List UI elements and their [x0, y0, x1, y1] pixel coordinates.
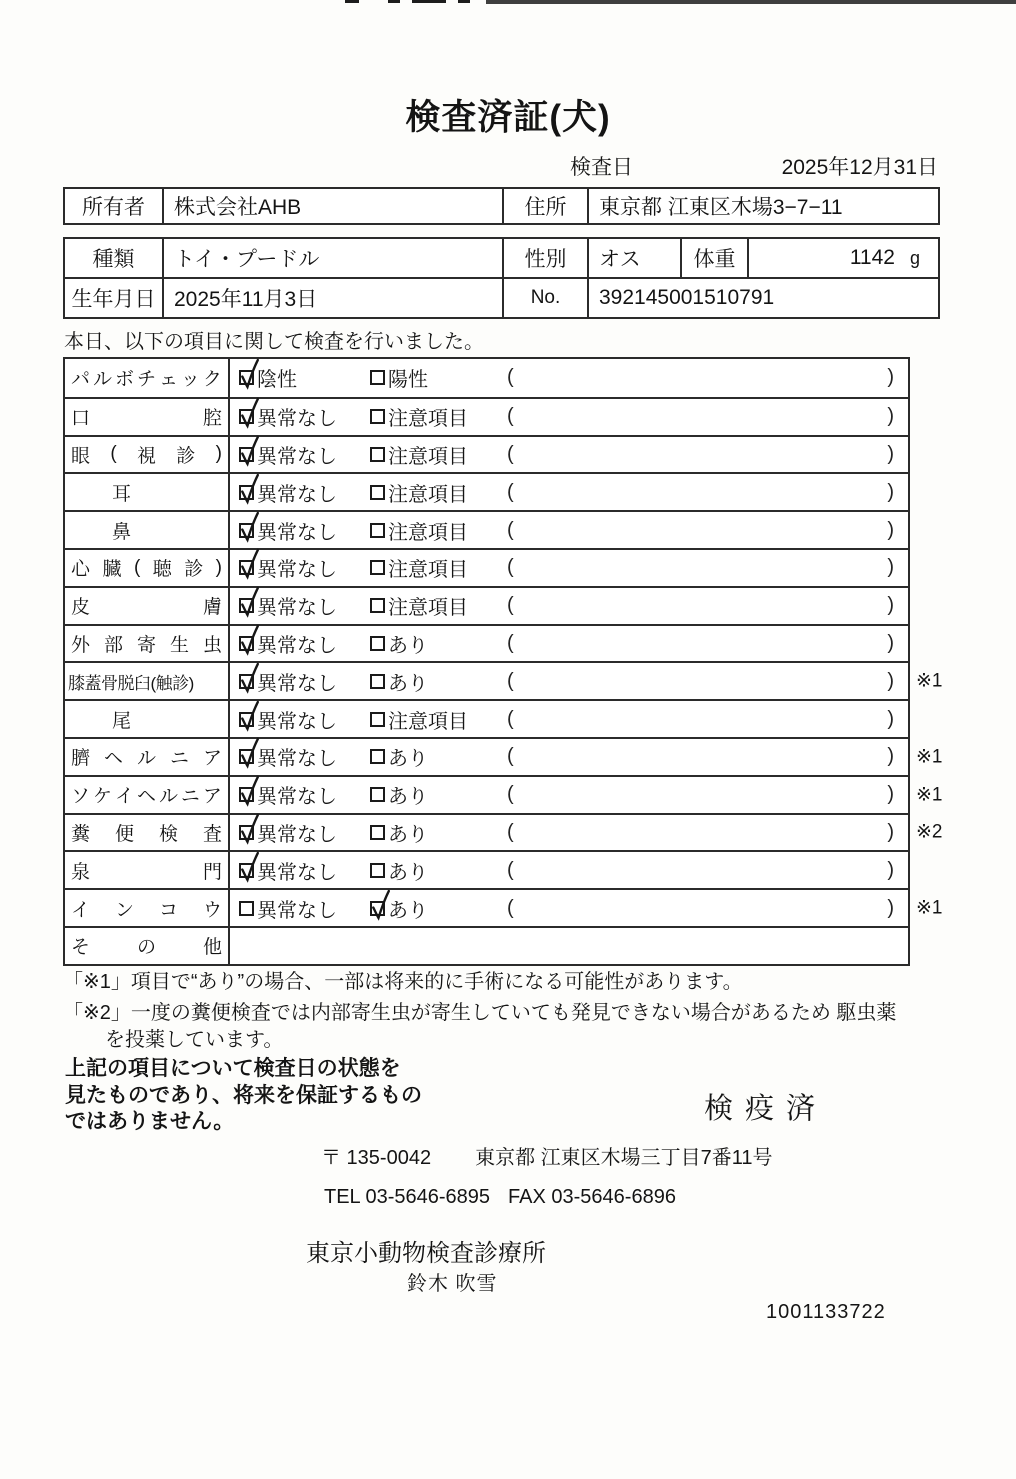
exam-option-2 — [370, 742, 507, 771]
birthdate-label: 生年月日 — [65, 277, 162, 317]
checkbox-icon — [239, 901, 254, 916]
exam-remarks-field: ( ) — [507, 820, 894, 843]
exam-remarks-field: ( ) — [507, 518, 894, 541]
option-label: 異常なし — [257, 483, 337, 506]
birthdate-value: 2025年11月3日 — [162, 277, 502, 317]
option-label: 注意項目 — [388, 408, 468, 431]
checkbox-icon — [370, 863, 385, 878]
exam-row-note: ※1 — [916, 784, 943, 806]
exam-row — [65, 397, 908, 435]
exam-remarks-field: ( ) — [507, 366, 894, 389]
exam-remarks-field: ( ) — [507, 480, 894, 503]
exam-option-2 — [370, 478, 507, 507]
exam-row — [65, 435, 908, 473]
option-label: 陽性 — [388, 369, 428, 392]
number-value: 392145001510791 — [587, 277, 938, 317]
disclaimer-line: ではありません。 — [65, 1110, 235, 1133]
info-table — [63, 237, 940, 319]
disclaimer-line: 上記の項目について検査日の状態を — [65, 1057, 401, 1080]
exam-remarks-field: ( ) — [507, 405, 894, 428]
option-label: 陰性 — [257, 369, 297, 392]
exam-item-label: 耳 — [65, 474, 230, 510]
option-label: 異常なし — [257, 823, 337, 846]
inspection-date-row — [570, 151, 938, 181]
option-label: 異常なし — [257, 445, 337, 468]
option-label: 異常なし — [257, 521, 337, 544]
exam-item-label: そ の 他 — [65, 928, 230, 964]
exam-item-label: 膝蓋骨脱臼(触診) — [65, 663, 230, 699]
exam-option-1 — [239, 478, 370, 507]
exam-row-content — [230, 663, 908, 699]
exam-option-1 — [239, 516, 370, 545]
checkbox-icon — [370, 749, 385, 764]
number-label: No. — [502, 277, 587, 317]
option-label: あり — [388, 899, 428, 922]
exam-item-label: 皮 膚 — [65, 588, 230, 624]
exam-option-2 — [370, 705, 507, 734]
exam-option-1 — [239, 629, 370, 658]
exam-item-label: イ ン コ ウ — [65, 890, 230, 926]
address-label: 住所 — [502, 189, 587, 223]
checkbox-icon — [370, 560, 385, 575]
exam-row — [65, 661, 943, 699]
page-title: 検査済証(犬) — [405, 98, 611, 137]
exam-row — [65, 850, 908, 888]
exam-remarks-field: ( ) — [507, 556, 894, 579]
serial-number: 1001133722 — [766, 1301, 886, 1323]
exam-row-content — [230, 815, 908, 851]
exam-remarks-field: ( ) — [507, 594, 894, 617]
option-label: 異常なし — [257, 899, 337, 922]
exam-option-2 — [370, 856, 507, 885]
checkbox-checked-icon — [239, 825, 254, 840]
exam-row-content — [230, 474, 908, 510]
clinic-address: 東京都 江東区木場三丁目7番11号 — [475, 1147, 773, 1169]
exam-row — [65, 510, 908, 548]
exam-option-1 — [239, 363, 370, 392]
weight-label: 体重 — [680, 239, 747, 277]
weight-unit: g — [909, 247, 920, 268]
footnotes — [63, 969, 915, 1054]
footnote-2: 「※2」一度の糞便検査では内部寄生虫が寄生していても発見できない場合があるため 駆虫薬を投薬しています。 — [63, 1002, 897, 1051]
checkbox-checked-icon — [239, 598, 254, 613]
veterinarian-name: 鈴木 吹雪 — [407, 1273, 498, 1295]
exam-remarks-field: ( ) — [507, 783, 894, 806]
exam-item-label: 心 臓 ( 聴 診 ) — [65, 550, 230, 586]
exam-option-1 — [239, 705, 370, 734]
owner-value: 株式会社AHB — [162, 189, 502, 223]
footnote-1: 「※1」項目で“あり”の場合、一部は将来的に手術になる可能性があります。 — [63, 971, 743, 993]
option-label: あり — [388, 786, 428, 809]
exam-row-content — [230, 588, 908, 624]
disclaimer-line: 見たものであり、将来を保証するもの — [65, 1083, 422, 1107]
exam-item-label: ソ ケ イ ヘ ル ニ ア — [65, 777, 230, 813]
exam-row-content — [230, 437, 908, 473]
exam-row — [65, 548, 908, 586]
exam-remarks-field: ( ) — [507, 442, 894, 465]
exam-row-content — [230, 399, 908, 435]
option-label: 注意項目 — [388, 483, 468, 506]
exam-row — [65, 359, 908, 397]
exam-option-1 — [239, 667, 370, 696]
option-label: 異常なし — [257, 559, 337, 582]
checkbox-icon — [370, 598, 385, 613]
option-label: 注意項目 — [388, 521, 468, 544]
exam-remarks-field: ( ) — [507, 707, 894, 730]
exam-row-content — [230, 777, 908, 813]
fax-number: FAX 03-5646-6896 — [508, 1186, 676, 1208]
option-label: 異常なし — [257, 634, 337, 657]
exam-item-label: パ ル ボ チ ェ ッ ク — [65, 359, 230, 397]
sex-label: 性別 — [502, 239, 587, 277]
checkbox-icon — [370, 370, 385, 385]
weight-value — [747, 239, 938, 277]
owner-table — [63, 187, 940, 225]
exam-row — [65, 624, 908, 662]
exam-remarks-field: ( ) — [507, 745, 894, 768]
option-label: 注意項目 — [388, 559, 468, 582]
checkbox-icon — [370, 485, 385, 500]
exam-item-label: 臍 ヘ ル ニ ア — [65, 739, 230, 775]
exam-option-1 — [239, 591, 370, 620]
exam-option-2 — [370, 553, 507, 582]
option-label: あり — [388, 634, 428, 657]
breed-label: 種類 — [92, 248, 135, 271]
exam-row-note: ※1 — [916, 897, 943, 919]
exam-option-2 — [370, 402, 507, 431]
exam-option-1 — [239, 856, 370, 885]
checkbox-icon — [370, 712, 385, 727]
exam-remarks-field: ( ) — [507, 669, 894, 692]
exam-option-2 — [370, 894, 507, 923]
exam-item-label: 尾 — [65, 701, 230, 737]
option-label: 異常なし — [257, 408, 337, 431]
owner-label: 所有者 — [82, 196, 145, 219]
exam-option-1 — [239, 742, 370, 771]
breed-value: トイ・プードル — [162, 239, 502, 277]
option-label: 異常なし — [257, 672, 337, 695]
checkbox-checked-icon — [239, 370, 254, 385]
exam-row — [65, 926, 908, 964]
quarantine-stamp: 検疫済 — [704, 1093, 828, 1125]
clinic-address-line — [321, 1141, 773, 1170]
clinic-name: 東京小動物検査診療所 — [306, 1240, 546, 1267]
exam-option-2 — [370, 629, 507, 658]
checkbox-icon — [370, 674, 385, 689]
exam-option-2 — [370, 440, 507, 469]
inspection-date-value: 2025年12月31日 — [781, 156, 938, 179]
checkbox-icon — [370, 636, 385, 651]
exam-remarks-field: ( ) — [507, 896, 894, 919]
tel-number: TEL 03-5646-6895 — [324, 1186, 491, 1208]
weight-number: 1142 — [849, 246, 895, 269]
checkbox-icon — [370, 447, 385, 462]
exam-item-label: 眼 ( 視 診 ) — [65, 437, 230, 473]
checkbox-checked-icon — [370, 901, 385, 916]
checkbox-checked-icon — [239, 409, 254, 424]
intro-text: 本日、以下の項目に関して検査を行いました。 — [64, 331, 484, 353]
option-label: 注意項目 — [388, 597, 468, 620]
checkbox-checked-icon — [239, 523, 254, 538]
checkbox-icon — [370, 409, 385, 424]
exam-row-content — [230, 890, 908, 926]
exam-item-label: 泉 門 — [65, 852, 230, 888]
exam-item-label: 口 腔 — [65, 399, 230, 435]
exam-row-content — [230, 701, 908, 737]
checkbox-checked-icon — [239, 787, 254, 802]
exam-option-1 — [239, 780, 370, 809]
exam-row-content — [230, 359, 908, 397]
exam-item-label: 糞 便 検 査 — [65, 815, 230, 851]
exam-option-1 — [239, 440, 370, 469]
checkbox-checked-icon — [239, 863, 254, 878]
exam-option-2 — [370, 818, 507, 847]
exam-table — [63, 357, 943, 966]
option-label: あり — [388, 672, 428, 695]
option-label: 異常なし — [257, 861, 337, 884]
exam-remarks-field: ( ) — [507, 631, 894, 654]
sex-value: オス — [587, 239, 680, 277]
exam-option-1 — [239, 553, 370, 582]
option-label: 注意項目 — [388, 445, 468, 468]
exam-option-2 — [370, 516, 507, 545]
checkbox-icon — [370, 825, 385, 840]
exam-row-note: ※1 — [916, 746, 943, 768]
exam-row — [65, 586, 908, 624]
exam-row-note: ※2 — [916, 821, 943, 843]
exam-option-2 — [370, 591, 507, 620]
exam-option-1 — [239, 894, 370, 923]
exam-option-2 — [370, 780, 507, 809]
exam-row — [65, 699, 908, 737]
exam-option-2 — [370, 363, 507, 392]
checkbox-checked-icon — [239, 560, 254, 575]
exam-item-label: 外 部 寄 生 虫 — [65, 626, 230, 662]
exam-option-1 — [239, 402, 370, 431]
option-label: 異常なし — [257, 786, 337, 809]
exam-row — [65, 813, 943, 851]
clinic-phone-line — [324, 1186, 676, 1209]
exam-row-content — [230, 852, 908, 888]
option-label: あり — [388, 823, 428, 846]
exam-option-2 — [370, 667, 507, 696]
exam-item-label: 鼻 — [65, 512, 230, 548]
option-label: あり — [388, 748, 428, 771]
exam-option-1 — [239, 818, 370, 847]
checkbox-checked-icon — [239, 712, 254, 727]
option-label: あり — [388, 861, 428, 884]
disclaimer-text — [65, 1056, 422, 1136]
checkbox-checked-icon — [239, 749, 254, 764]
exam-row — [65, 775, 943, 813]
address-value: 東京都 江東区木場3−7−11 — [587, 189, 938, 223]
exam-row-content — [230, 928, 908, 964]
exam-row — [65, 888, 943, 926]
option-label: 注意項目 — [388, 710, 468, 733]
exam-row-note: ※1 — [916, 670, 943, 692]
inspection-date-label: 検査日 — [570, 156, 633, 179]
postal-code: 〒 135-0042 — [321, 1147, 432, 1169]
exam-remarks-field: ( ) — [507, 858, 894, 881]
option-label: 異常なし — [257, 710, 337, 733]
checkbox-checked-icon — [239, 674, 254, 689]
checkbox-checked-icon — [239, 485, 254, 500]
exam-row-content — [230, 550, 908, 586]
exam-row — [65, 737, 943, 775]
exam-row-content — [230, 512, 908, 548]
checkbox-icon — [370, 523, 385, 538]
option-label: 異常なし — [257, 748, 337, 771]
checkbox-checked-icon — [239, 447, 254, 462]
exam-row — [65, 472, 908, 510]
exam-row-content — [230, 626, 908, 662]
checkbox-icon — [370, 787, 385, 802]
option-label: 異常なし — [257, 597, 337, 620]
checkbox-checked-icon — [239, 636, 254, 651]
exam-row-content — [230, 739, 908, 775]
